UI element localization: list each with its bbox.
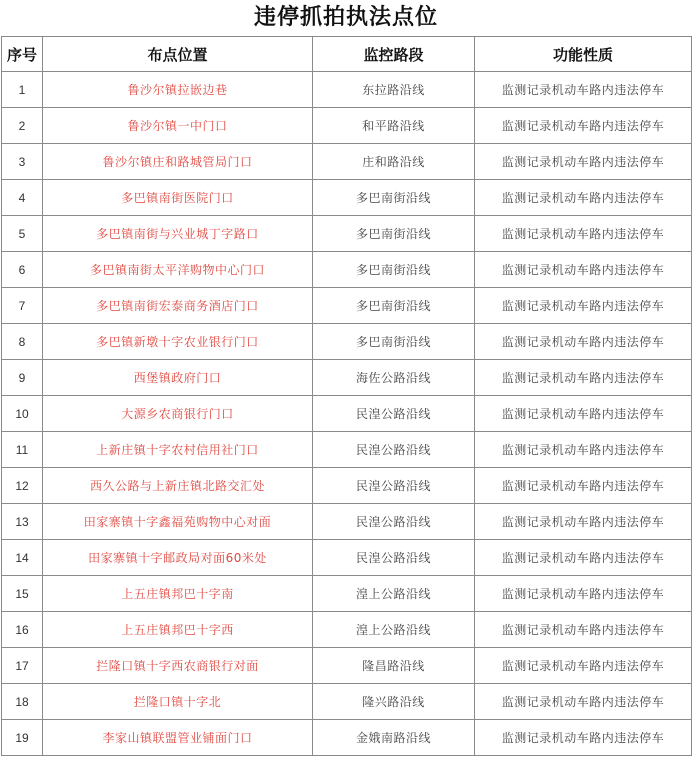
table-row	[2, 180, 692, 216]
cell-no: 3	[2, 144, 43, 180]
table-row	[2, 108, 692, 144]
table-body	[2, 72, 692, 756]
cell-location: 鲁沙尔镇一中门口	[43, 108, 313, 144]
cell-no: 12	[2, 468, 43, 504]
cell-location: 上新庄镇十字农村信用社门口	[43, 432, 313, 468]
table-header-row	[2, 37, 692, 72]
header-location: 布点位置	[43, 37, 313, 72]
cell-location: 上五庄镇邦巴十字南	[43, 576, 313, 612]
page-title: 违停抓拍执法点位	[253, 5, 438, 30]
header-function: 功能性质	[475, 37, 692, 72]
cell-no: 11	[2, 432, 43, 468]
cell-road: 和平路沿线	[313, 108, 475, 144]
cell-road: 多巴南街沿线	[313, 180, 475, 216]
cell-function: 监测记录机动车路内违法停车	[475, 396, 692, 432]
cell-function: 监测记录机动车路内违法停车	[475, 504, 692, 540]
cell-function: 监测记录机动车路内违法停车	[475, 324, 692, 360]
cell-no: 10	[2, 396, 43, 432]
table-row	[2, 612, 692, 648]
cell-function: 监测记录机动车路内违法停车	[475, 540, 692, 576]
cell-road: 海佐公路沿线	[313, 360, 475, 396]
cell-road: 多巴南街沿线	[313, 324, 475, 360]
table-row	[2, 576, 692, 612]
table-row	[2, 720, 692, 756]
cell-road: 多巴南街沿线	[313, 288, 475, 324]
cell-no: 18	[2, 684, 43, 720]
cell-location: 鲁沙尔镇庄和路城管局门口	[43, 144, 313, 180]
cell-location: 西堡镇政府门口	[43, 360, 313, 396]
cell-function: 监测记录机动车路内违法停车	[475, 72, 692, 108]
cell-no: 7	[2, 288, 43, 324]
cell-road: 隆昌路沿线	[313, 648, 475, 684]
cell-function: 监测记录机动车路内违法停车	[475, 684, 692, 720]
cell-road: 民湟公路沿线	[313, 504, 475, 540]
table-row	[2, 288, 692, 324]
table-row	[2, 324, 692, 360]
cell-no: 4	[2, 180, 43, 216]
cell-road: 多巴南街沿线	[313, 252, 475, 288]
cell-road: 湟上公路沿线	[313, 612, 475, 648]
cell-no: 6	[2, 252, 43, 288]
cell-road: 民湟公路沿线	[313, 396, 475, 432]
cell-function: 监测记录机动车路内违法停车	[475, 576, 692, 612]
table-row	[2, 144, 692, 180]
cell-no: 9	[2, 360, 43, 396]
cell-road: 湟上公路沿线	[313, 576, 475, 612]
table-row	[2, 216, 692, 252]
cell-road: 庄和路沿线	[313, 144, 475, 180]
cell-location: 拦隆口镇十字西农商银行对面	[43, 648, 313, 684]
cell-function: 监测记录机动车路内违法停车	[475, 360, 692, 396]
table-row	[2, 252, 692, 288]
cell-no: 15	[2, 576, 43, 612]
cell-road: 民湟公路沿线	[313, 540, 475, 576]
table-row	[2, 468, 692, 504]
table-row	[2, 432, 692, 468]
table-row	[2, 396, 692, 432]
cell-location: 多巴镇南街医院门口	[43, 180, 313, 216]
table-row	[2, 504, 692, 540]
cell-function: 监测记录机动车路内违法停车	[475, 288, 692, 324]
cell-road: 东拉路沿线	[313, 72, 475, 108]
cell-location: 拦隆口镇十字北	[43, 684, 313, 720]
table-row	[2, 72, 692, 108]
table-row	[2, 540, 692, 576]
cell-road: 金娥南路沿线	[313, 720, 475, 756]
cell-function: 监测记录机动车路内违法停车	[475, 108, 692, 144]
cell-no: 17	[2, 648, 43, 684]
cell-function: 监测记录机动车路内违法停车	[475, 252, 692, 288]
cell-no: 8	[2, 324, 43, 360]
header-no: 序号	[2, 37, 43, 72]
cell-road: 民湟公路沿线	[313, 468, 475, 504]
enforcement-points-table	[1, 36, 692, 756]
cell-location: 大源乡农商银行门口	[43, 396, 313, 432]
cell-no: 14	[2, 540, 43, 576]
table-row	[2, 360, 692, 396]
cell-function: 监测记录机动车路内违法停车	[475, 432, 692, 468]
table-row	[2, 648, 692, 684]
table-row	[2, 684, 692, 720]
cell-function: 监测记录机动车路内违法停车	[475, 648, 692, 684]
cell-location: 多巴镇新墩十字农业银行门口	[43, 324, 313, 360]
cell-location: 西久公路与上新庄镇北路交汇处	[43, 468, 313, 504]
cell-road: 隆兴路沿线	[313, 684, 475, 720]
cell-location: 李家山镇联盟管业铺面门口	[43, 720, 313, 756]
cell-no: 16	[2, 612, 43, 648]
cell-location: 田家寨镇十字鑫福苑购物中心对面	[43, 504, 313, 540]
cell-road: 民湟公路沿线	[313, 432, 475, 468]
cell-location: 多巴镇南街宏泰商务酒店门口	[43, 288, 313, 324]
cell-location: 上五庄镇邦巴十字西	[43, 612, 313, 648]
cell-no: 5	[2, 216, 43, 252]
cell-function: 监测记录机动车路内违法停车	[475, 468, 692, 504]
cell-function: 监测记录机动车路内违法停车	[475, 216, 692, 252]
cell-function: 监测记录机动车路内违法停车	[475, 180, 692, 216]
cell-no: 2	[2, 108, 43, 144]
cell-no: 1	[2, 72, 43, 108]
cell-location: 多巴镇南街与兴业城丁字路口	[43, 216, 313, 252]
cell-location: 鲁沙尔镇拉嵌边巷	[43, 72, 313, 108]
cell-function: 监测记录机动车路内违法停车	[475, 612, 692, 648]
cell-road: 多巴南街沿线	[313, 216, 475, 252]
cell-function: 监测记录机动车路内违法停车	[475, 144, 692, 180]
cell-function: 监测记录机动车路内违法停车	[475, 720, 692, 756]
header-road: 监控路段	[313, 37, 475, 72]
cell-location: 多巴镇南街太平洋购物中心门口	[43, 252, 313, 288]
cell-no: 13	[2, 504, 43, 540]
cell-no: 19	[2, 720, 43, 756]
cell-location: 田家寨镇十字邮政局对面60米处	[43, 540, 313, 576]
